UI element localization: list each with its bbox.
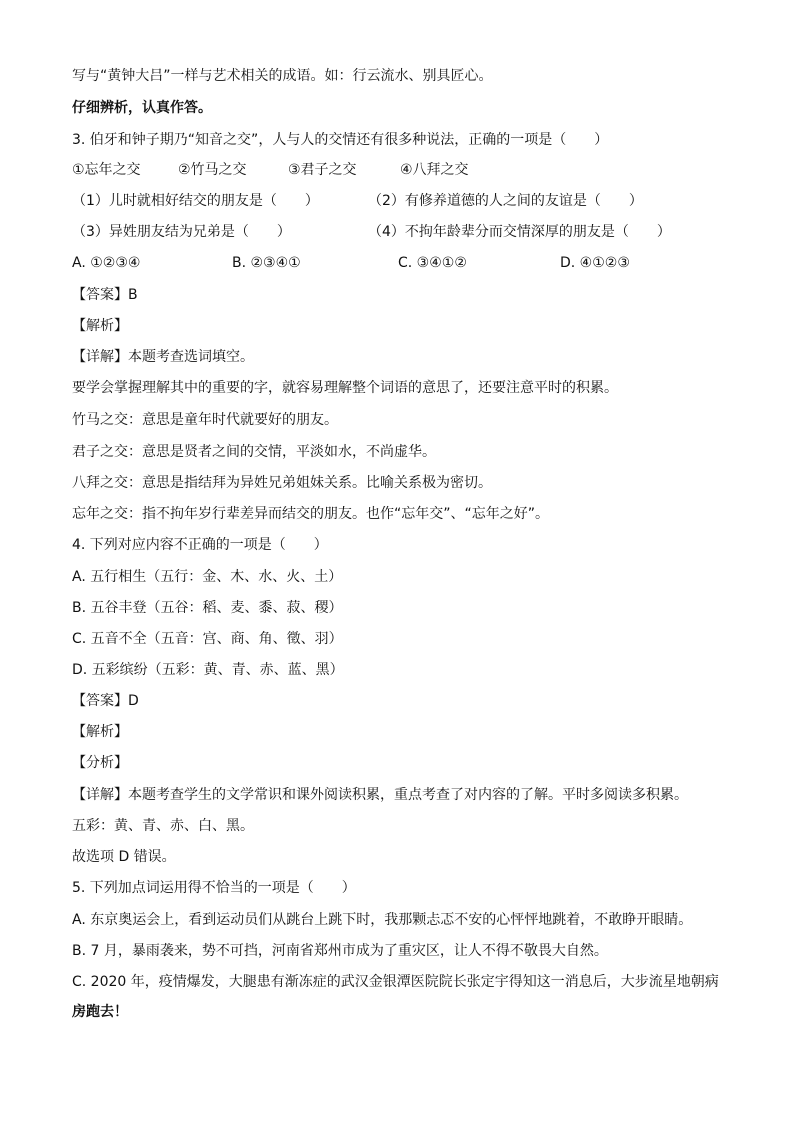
q3-option: D. ④①②③ <box>560 255 630 271</box>
instruction-heading: 仔细辨析，认真作答。 <box>72 100 212 116</box>
q4-option-b: B. 五谷丰登（五谷：稻、麦、黍、菽、稷） <box>72 600 343 616</box>
q3-definition: 忘年之交：指不拘年岁行辈差异而结交的朋友。也作“忘年交”、“忘年之好”。 <box>72 506 550 522</box>
q3-term: ②竹马之交 <box>178 162 247 178</box>
q3-definition: 八拜之交：意思是指结拜为异姓兄弟姐妹关系。比喻关系极为密切。 <box>72 475 492 491</box>
q3-blank: （2）有修养道德的人之间的友谊是（ ） <box>368 193 643 209</box>
q3-term: ④八拜之交 <box>400 162 469 178</box>
q4-fenxi: 【分析】 <box>72 755 128 771</box>
q3-definition: 君子之交：意思是贤者之间的交情，平淡如水，不尚虚华。 <box>72 444 436 460</box>
q3-term: ①忘年之交 <box>72 162 141 178</box>
q5-option-c-continuation: 房跑去！ <box>72 1004 128 1020</box>
q4-option-d: D. 五彩缤纷（五彩：黄、青、赤、蓝、黑） <box>72 662 344 678</box>
q3-term: ③君子之交 <box>288 162 357 178</box>
q3-stem: 3. 伯牙和钟子期乃“知音之交”，人与人的交情还有很多种说法，正确的一项是（ ） <box>72 132 609 148</box>
q3-analysis: 【解析】 <box>72 318 128 334</box>
q3-detail: 【详解】本题考查选词填空。 <box>72 349 254 365</box>
q5-option-a: A. 东京奥运会上，看到运动员们从跳台上跳下时，我那颗忐忑不安的心怦怦地跳着，不敢睁开眼睛。 <box>72 912 693 928</box>
q5-stem: 5. 下列加点词运用得不恰当的一项是（ ） <box>72 880 356 896</box>
q3-blank: （4）不拘年龄辈分而交情深厚的朋友是（ ） <box>368 224 671 240</box>
q4-option-c: C. 五音不全（五音：宫、商、角、徵、羽） <box>72 631 343 647</box>
q4-wucai: 五彩：黄、青、赤、白、黑。 <box>72 818 254 834</box>
intro-line: 写与“黄钟大吕”一样与艺术相关的成语。如：行云流水、别具匠心。 <box>72 68 493 84</box>
q3-note: 要学会掌握理解其中的重要的字，就容易理解整个词语的意思了，还要注意平时的积累。 <box>72 380 618 396</box>
q3-option: A. ①②③④ <box>72 255 141 271</box>
q3-option: C. ③④①② <box>398 255 467 271</box>
q4-analysis: 【解析】 <box>72 724 128 740</box>
q4-answer: 【答案】D <box>72 693 139 709</box>
q3-blank: （1）儿时就相好结交的朋友是（ ） <box>72 193 319 209</box>
q4-option-a: A. 五行相生（五行：金、木、水、火、土） <box>72 569 343 585</box>
q3-definition: 竹马之交：意思是童年时代就要好的朋友。 <box>72 412 338 428</box>
q3-answer: 【答案】B <box>72 287 138 303</box>
q4-conclusion: 故选项 D 错误。 <box>72 849 176 865</box>
q4-stem: 4. 下列对应内容不正确的一项是（ ） <box>72 537 328 553</box>
q5-option-b: B. 7 月，暴雨袭来，势不可挡，河南省郑州市成为了重灾区，让人不得不敬畏大自然。 <box>72 943 608 959</box>
q3-blank: （3）异姓朋友结为兄弟是（ ） <box>72 224 291 240</box>
q4-detail: 【详解】本题考查学生的文学常识和课外阅读积累，重点考查了对内容的了解。平时多阅读多积累。 <box>72 787 688 803</box>
q5-option-c: C. 2020 年，疫情爆发，大腿患有渐冻症的武汉金银潭医院院长张定宇得知这一消息后，大步流星地朝病 <box>72 974 719 990</box>
q3-option: B. ②③④① <box>232 255 301 271</box>
